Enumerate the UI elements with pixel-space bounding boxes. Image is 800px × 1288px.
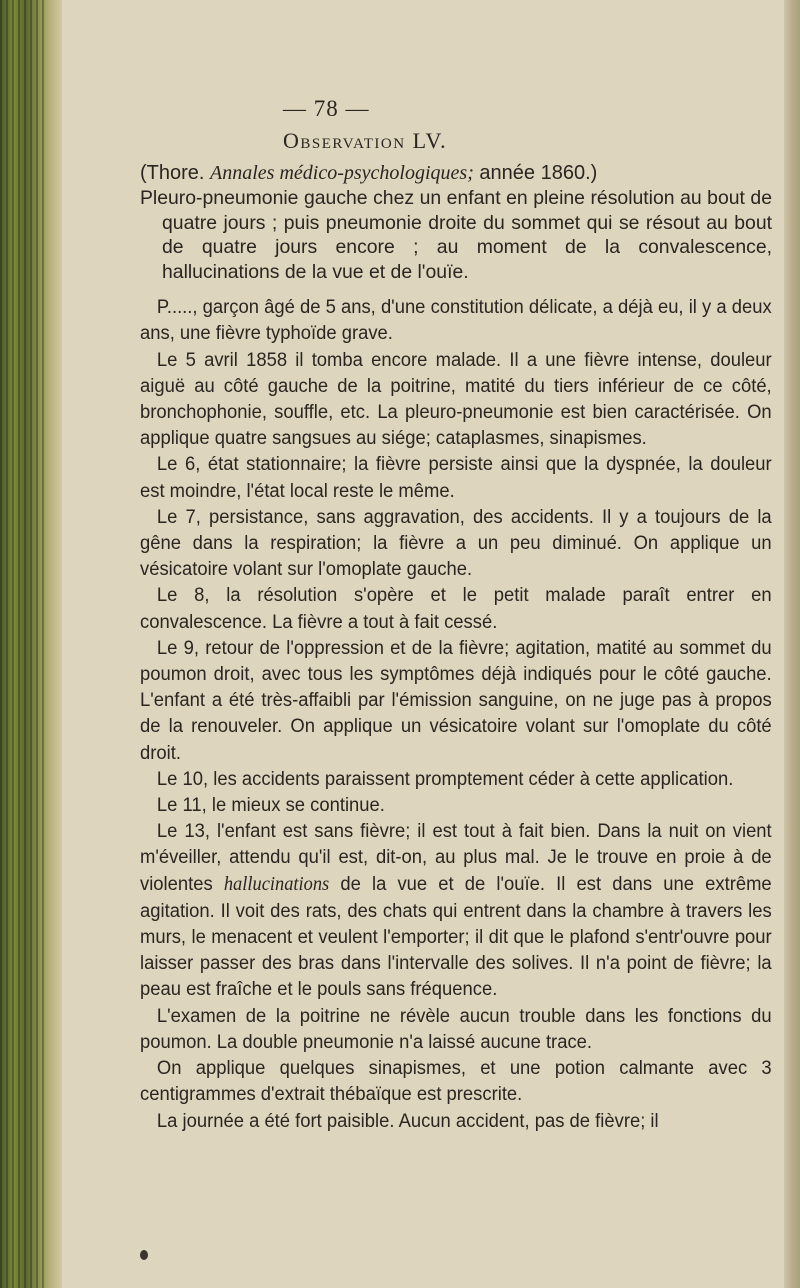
book-gutter-texture bbox=[0, 0, 48, 1288]
paragraph-part: Le 13, l'enfant est sans fièvre; il est tout à fait bien. Dans la nuit on vient m'éveiller, attendu qu'il est, dit-on, au plus mal. Je le trouve en proie à de violentes bbox=[140, 820, 772, 895]
paragraph: On applique quelques sinapismes, et une potion calmante avec 3 centigrammes d'extrait thébaïque est prescrite. bbox=[140, 1057, 772, 1106]
paragraph: Le 9, retour de l'oppression et de la fièvre; agitation, matité au sommet du poumon droit, avec tous les symptômes déjà indiqués pour le côté gauche. L'enfant a été très-affaibli par l'émission sanguine, on ne juge pas à propos de la renouveler. On applique un vésicatoire volant sur l'omoplate du côté droit. bbox=[140, 636, 772, 764]
source-suffix: année 1860.) bbox=[473, 162, 598, 184]
paragraph: P....., garçon âgé de 5 ans, d'une constitution délicate, a déjà eu, il y a deux ans, une fièvre typhoïde grave. bbox=[140, 296, 772, 345]
page-number: — 78 — bbox=[283, 96, 370, 121]
paragraph: Le 11, le mieux se continue. bbox=[156, 794, 385, 817]
paragraph: L'examen de la poitrine ne révèle aucun trouble dans les fonctions du poumon. La double pneumonie n'a laissé aucune trace. bbox=[140, 1004, 772, 1053]
paragraph: Le 8, la résolution s'opère et le petit malade paraît entrer en convalescence. La fièvre a tout à fait cessé. bbox=[140, 584, 772, 633]
page-text bbox=[140, 160, 772, 1134]
source-citation bbox=[140, 160, 772, 186]
observation-title: Observation LV. bbox=[283, 128, 448, 153]
paragraph: Le 7, persistance, sans aggravation, des accidents. Il y a toujours de la gêne dans la respiration; la fièvre a un peu diminué. On applique un vésicatoire volant sur l'omoplate gauche. bbox=[140, 505, 772, 581]
paragraph-part: de la vue et de l'ouïe. Il est dans une extrême agitation. Il voit des rats, des chats qui entrent dans la chambre à travers les murs, le menacent et veulent l'emporter; il dit que le plafond s'entr'ouvre pour laisser passer des bras dans l'intervalle des solives. Il n'a point de fièvre; la peau est fraîche et le pouls sans fréquence. bbox=[140, 872, 772, 1001]
source-journal: Annales médico-psychologiques; bbox=[210, 162, 474, 184]
paragraph-hallucinations bbox=[140, 818, 772, 1002]
paragraph: Le 10, les accidents paraissent promptement céder à cette application. bbox=[156, 767, 734, 790]
case-summary: Pleuro-pneumonie gauche chez un enfant en pleine résolution au bout de quatre jours ; puis pneumonie droite du sommet qui se résout au bout de quatre jours encore ; au moment de la convalescence, hallucinations de la vue et de l'ouïe. bbox=[140, 187, 772, 283]
page-edge bbox=[784, 0, 800, 1288]
paragraph: Le 5 avril 1858 il tomba encore malade. Il a une fièvre intense, douleur aiguë au côté gauche de la poitrine, matité du tiers inférieur de ce côté, bronchophonie, souffle, etc. La pleuro-pneumonie est bien caractérisée. On applique quatre sangsues au siége; cataplasmes, sinapismes. bbox=[140, 348, 772, 450]
paragraph: La journée a été fort paisible. Aucun accident, pas de fièvre; il bbox=[156, 1109, 659, 1132]
ink-speck bbox=[140, 1250, 148, 1260]
emphasis-hallucinations: hallucinations bbox=[223, 873, 330, 895]
source-prefix: (Thore. bbox=[140, 162, 211, 184]
paragraph: Le 6, état stationnaire; la fièvre persiste ainsi que la dyspnée, la douleur est moindre, l'état local reste le même. bbox=[140, 453, 772, 502]
